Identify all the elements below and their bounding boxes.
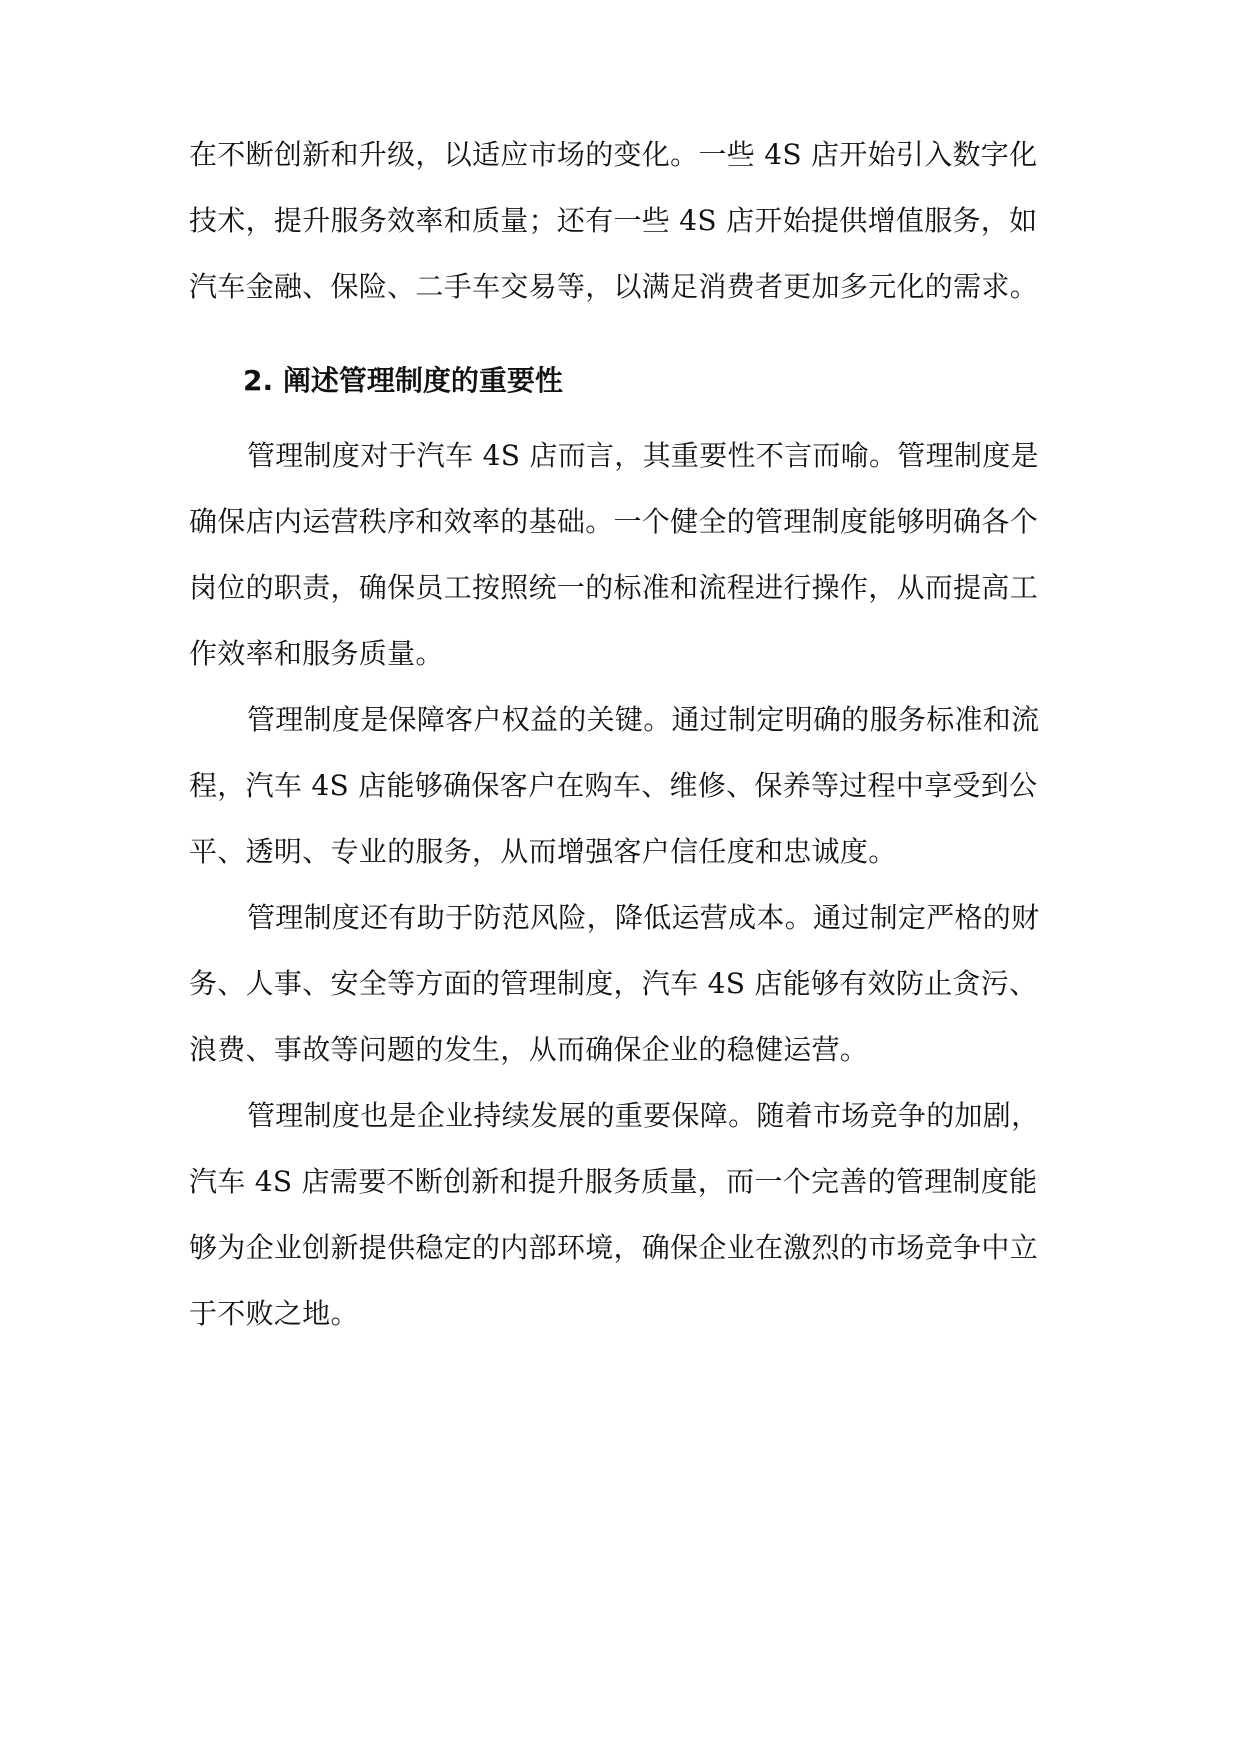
- paragraph-1-line-2: 确保店内运营秩序和效率的基础。一个健全的管理制度能够明确各个: [189, 505, 1039, 538]
- paragraph-4-line-3: 够为企业创新提供稳定的内部环境，确保企业在激烈的市场竞争中立: [189, 1231, 1039, 1264]
- paragraph-2-line-2: 程，汽车 4S 店能够确保客户在购车、维修、保养等过程中享受到公: [189, 769, 1038, 802]
- section-heading: 2. 阐述管理制度的重要性: [243, 364, 563, 397]
- paragraph-1-line-3: 岗位的职责，确保员工按照统一的标准和流程进行操作，从而提高工: [189, 571, 1039, 604]
- intro-line-2: 技术，提升服务效率和质量；还有一些 4S 店开始提供增值服务，如: [189, 204, 1038, 237]
- paragraph-3-line-1: 管理制度还有助于防范风险，降低运营成本。通过制定严格的财: [247, 901, 1040, 934]
- intro-line-3: 汽车金融、保险、二手车交易等，以满足消费者更加多元化的需求。: [189, 270, 1039, 303]
- intro-line-1: 在不断创新和升级，以适应市场的变化。一些 4S 店开始引入数字化: [189, 138, 1038, 171]
- paragraph-3-line-2: 务、人事、安全等方面的管理制度，汽车 4S 店能够有效防止贪污、: [189, 967, 1038, 1000]
- paragraph-2-line-1: 管理制度是保障客户权益的关键。通过制定明确的服务标准和流: [247, 703, 1040, 736]
- paragraph-4-line-1: 管理制度也是企业持续发展的重要保障。随着市场竞争的加剧，: [247, 1099, 1040, 1132]
- paragraph-2-line-3: 平、透明、专业的服务，从而增强客户信任度和忠诚度。: [189, 835, 897, 868]
- paragraph-4-line-2: 汽车 4S 店需要不断创新和提升服务质量，而一个完善的管理制度能: [189, 1165, 1038, 1198]
- paragraph-4-line-4: 于不败之地。: [189, 1297, 359, 1330]
- paragraph-3-line-3: 浪费、事故等问题的发生，从而确保企业的稳健运营。: [189, 1033, 869, 1066]
- paragraph-1-line-1: 管理制度对于汽车 4S 店而言，其重要性不言而喻。管理制度是: [247, 439, 1039, 472]
- paragraph-1-line-4: 作效率和服务质量。: [189, 637, 444, 670]
